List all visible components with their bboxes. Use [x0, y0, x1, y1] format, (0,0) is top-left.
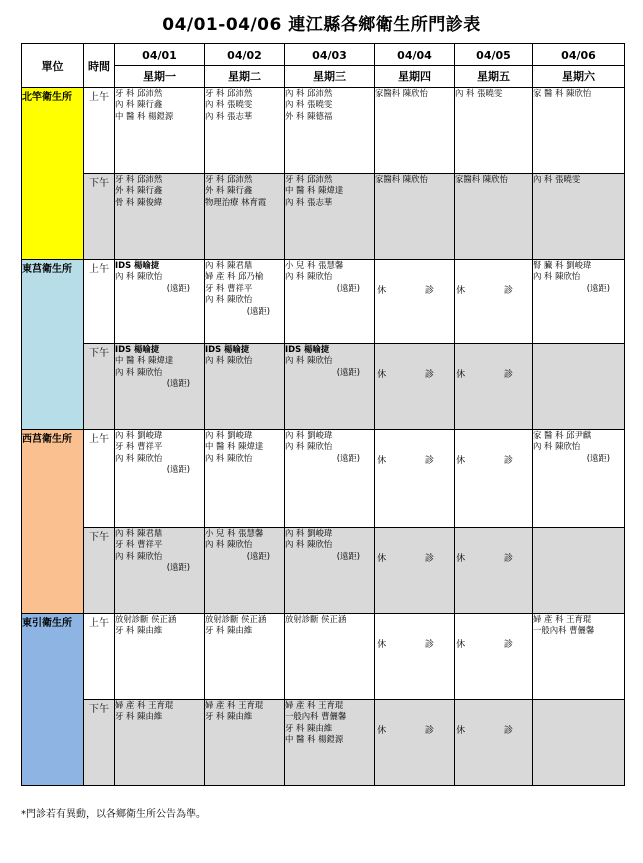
day-date: 04/03 [285, 44, 374, 66]
footnote: *門診若有異動，以各鄉衛生所公告為準。 [21, 809, 206, 820]
doctor-entry: 內 科 陳行鑫 [115, 99, 163, 110]
schedule-cell [455, 174, 533, 260]
doctor-entry: 內 科 陳欣怡 [285, 539, 333, 550]
doctor-entry: 家 醫 科 邱尹麒 [533, 430, 592, 440]
doctor-entry: 家醫科 陳欣怡 [455, 174, 508, 184]
schedule-cell [375, 614, 455, 700]
doctor-entry: 內 科 張曉雯 [285, 99, 333, 110]
doctor-entry: 內 科 陳欣怡 [533, 271, 581, 282]
schedule-cell [533, 700, 625, 786]
doctor-entry: 內 科 陳欣怡 [205, 539, 253, 550]
remote-label: (遠距) [166, 282, 190, 293]
period-label: 下午 [84, 174, 115, 260]
remote-label: (遠距) [246, 305, 270, 316]
day-weekday: 星期一 [143, 70, 176, 83]
doctor-entry: 牙 科 曹祥平 [115, 539, 163, 550]
doctor-entry: 內 科 張曉雯 [205, 99, 253, 110]
doctor-entry: 內 科 張志華 [205, 110, 253, 121]
schedule-cell [455, 260, 533, 344]
schedule-cell [205, 614, 285, 700]
schedule-cell [205, 528, 285, 614]
period-label: 上午 [84, 260, 115, 344]
schedule-cell [375, 700, 455, 786]
schedule-cell [533, 88, 625, 174]
remote-label: (遠距) [336, 366, 360, 377]
doctor-entry: 牙 科 陳由維 [205, 625, 253, 636]
clinic-schedule-table [21, 43, 625, 786]
doctor-entry: 家醫科 陳欣怡 [375, 88, 428, 98]
doctor-entry: 一般內科 曹儷馨 [285, 711, 347, 722]
day-header [115, 44, 205, 88]
doctor-entry: 一般內科 曹儷馨 [533, 625, 595, 636]
doctor-entry: 內 科 劉峻瑋 [285, 528, 333, 538]
period-header: 時間 [84, 44, 115, 88]
doctor-entry: 內 科 陳欣怡 [115, 452, 163, 463]
schedule-cell [285, 614, 375, 700]
doctor-entry: 內 科 陳欣怡 [115, 271, 163, 282]
clinic-pm-row [22, 700, 625, 786]
schedule-cell [115, 344, 205, 430]
schedule-cell [455, 88, 533, 174]
doctor-entry: 內 科 陳欣怡 [115, 366, 163, 377]
doctor-entry: 牙 科 曹祥平 [115, 441, 163, 452]
period-label: 上午 [84, 614, 115, 700]
schedule-cell [375, 430, 455, 528]
schedule-cell [455, 700, 533, 786]
doctor-entry: 婦 產 科 邱乃榆 [205, 271, 264, 282]
clinic-pm-row [22, 344, 625, 430]
doctor-entry: 婦 產 科 王育琨 [205, 700, 264, 710]
day-weekday: 星期二 [228, 70, 261, 83]
closed-label: 休 診 [456, 726, 531, 736]
schedule-cell [285, 528, 375, 614]
schedule-cell [115, 430, 205, 528]
doctor-entry: 內 科 張志華 [285, 196, 333, 207]
clinic-am-row [22, 88, 625, 174]
day-header [205, 44, 285, 88]
schedule-cell [115, 700, 205, 786]
schedule-cell [455, 430, 533, 528]
doctor-entry: 牙 科 陳由維 [115, 625, 163, 636]
doctor-entry: 牙 科 邱沛然 [285, 174, 333, 184]
doctor-entry: 內 科 邱沛然 [285, 88, 333, 98]
schedule-cell [375, 528, 455, 614]
schedule-cell [375, 88, 455, 174]
doctor-entry: 中 醫 科 陳煒達 [115, 355, 174, 366]
doctor-entry: 物理治療 林育霞 [205, 196, 267, 207]
doctor-entry: 內 科 劉峻瑋 [285, 430, 333, 440]
doctor-entry: 中 醫 科 楊鎧源 [285, 734, 344, 745]
doctor-entry: 內 科 陳欣怡 [285, 271, 333, 282]
unit-header: 單位 [22, 44, 84, 88]
schedule-cell [285, 260, 375, 344]
remote-label: (遠距) [336, 452, 360, 463]
schedule-cell [533, 430, 625, 528]
closed-label: 休 診 [377, 370, 452, 380]
day-weekday: 星期六 [562, 70, 595, 83]
day-weekday: 星期五 [477, 70, 510, 83]
schedule-cell [285, 174, 375, 260]
remote-label: (遠距) [166, 378, 190, 389]
period-label: 下午 [84, 344, 115, 430]
schedule-cell [455, 614, 533, 700]
header-row [22, 44, 625, 88]
schedule-cell [285, 88, 375, 174]
doctor-entry: 牙 科 陳由維 [205, 711, 253, 722]
clinic-name: 北竿衛生所 [22, 88, 84, 260]
doctor-entry: 小 兒 科 張慧馨 [205, 528, 264, 538]
schedule-cell [115, 614, 205, 700]
schedule-cell [115, 528, 205, 614]
period-label: 下午 [84, 700, 115, 786]
day-weekday: 星期四 [398, 70, 431, 83]
clinic-pm-row [22, 174, 625, 260]
closed-label: 休 診 [377, 640, 452, 650]
closed-label: 休 診 [456, 640, 531, 650]
day-header [375, 44, 455, 88]
doctor-entry: 婦 產 科 王育琨 [115, 700, 174, 710]
day-date: 04/02 [205, 44, 284, 66]
doctor-entry: 內 科 劉峻瑋 [205, 430, 253, 440]
remote-label: (遠距) [586, 282, 610, 293]
remote-label: (遠距) [336, 282, 360, 293]
clinic-name: 東莒衛生所 [22, 260, 84, 430]
schedule-cell [115, 88, 205, 174]
remote-label: (遠距) [586, 452, 610, 463]
doctor-entry: 家醫科 陳欣怡 [375, 174, 428, 184]
doctor-entry: 放射診斷 侯正涵 [285, 614, 347, 624]
doctor-entry: IDS 楊喻捷 [205, 344, 250, 354]
schedule-cell [533, 344, 625, 430]
doctor-entry: 內 科 陳欣怡 [285, 355, 333, 366]
doctor-entry: 內 科 陳欣怡 [115, 550, 163, 561]
schedule-cell [533, 174, 625, 260]
schedule-cell [375, 260, 455, 344]
clinic-am-row [22, 430, 625, 528]
doctor-entry: 牙 科 陳由維 [285, 722, 333, 733]
doctor-entry: 放射診斷 侯正涵 [205, 614, 267, 624]
clinic-pm-row [22, 528, 625, 614]
doctor-entry: 牙 科 曹祥平 [205, 282, 253, 293]
doctor-entry: 內 科 張曉雯 [533, 174, 581, 184]
closed-label: 休 診 [377, 456, 452, 466]
doctor-entry: 外 科 陳德福 [285, 110, 333, 121]
day-header [285, 44, 375, 88]
period-label: 下午 [84, 528, 115, 614]
day-date: 04/06 [533, 44, 624, 66]
closed-label: 休 診 [377, 286, 452, 296]
doctor-entry: 婦 產 科 王育琨 [533, 614, 592, 624]
schedule-cell [455, 528, 533, 614]
closed-label: 休 診 [377, 554, 452, 564]
schedule-cell [455, 344, 533, 430]
day-header [533, 44, 625, 88]
remote-label: (遠距) [166, 464, 190, 475]
doctor-entry: 家 醫 科 陳欣怡 [533, 88, 592, 98]
doctor-entry: IDS 楊喻捷 [115, 344, 160, 354]
doctor-entry: 內 科 陳欣怡 [205, 294, 253, 305]
schedule-cell [205, 260, 285, 344]
doctor-entry: 小 兒 科 張慧馨 [285, 260, 344, 270]
doctor-entry: 腎 臟 科 劉峻瑋 [533, 260, 592, 270]
doctor-entry: 牙 科 邱沛然 [115, 174, 163, 184]
doctor-entry: 內 科 劉峻瑋 [115, 430, 163, 440]
doctor-entry: 牙 科 邱沛然 [205, 174, 253, 184]
closed-label: 休 診 [456, 370, 531, 380]
doctor-entry: 內 科 陳君鼎 [205, 260, 253, 270]
doctor-entry: 婦 產 科 王育琨 [285, 700, 344, 710]
clinic-am-row [22, 260, 625, 344]
schedule-cell [285, 344, 375, 430]
schedule-cell [115, 174, 205, 260]
schedule-cell [375, 344, 455, 430]
doctor-entry: 外 科 陳行鑫 [115, 185, 163, 196]
closed-label: 休 診 [456, 456, 531, 466]
clinic-name: 西莒衛生所 [22, 430, 84, 614]
period-label: 上午 [84, 88, 115, 174]
doctor-entry: 骨 科 陳俊緯 [115, 196, 163, 207]
doctor-entry: 內 科 陳欣怡 [285, 441, 333, 452]
schedule-cell [285, 430, 375, 528]
doctor-entry: IDS 楊喻捷 [115, 260, 160, 270]
doctor-entry: 內 科 陳欣怡 [205, 355, 253, 366]
schedule-cell [285, 700, 375, 786]
day-weekday: 星期三 [313, 70, 346, 83]
doctor-entry: 內 科 陳欣怡 [205, 452, 253, 463]
remote-label: (遠距) [166, 562, 190, 573]
page-title: 04/01-04/06 連江縣各鄉衛生所門診表 [162, 15, 481, 35]
doctor-entry: 放射診斷 侯正涵 [115, 614, 177, 624]
doctor-entry: 中 醫 科 陳煒達 [205, 441, 264, 452]
schedule-cell [205, 344, 285, 430]
doctor-entry: 內 科 陳君鼎 [115, 528, 163, 538]
day-date: 04/05 [455, 44, 532, 66]
day-date: 04/04 [375, 44, 454, 66]
closed-label: 休 診 [377, 726, 452, 736]
period-label: 上午 [84, 430, 115, 528]
schedule-cell [533, 614, 625, 700]
remote-label: (遠距) [336, 550, 360, 561]
doctor-entry: 內 科 陳欣怡 [533, 441, 581, 452]
schedule-cell [375, 174, 455, 260]
day-header [455, 44, 533, 88]
doctor-entry: 內 科 張曉雯 [455, 88, 503, 98]
day-date: 04/01 [115, 44, 204, 66]
schedule-cell [205, 430, 285, 528]
doctor-entry: 外 科 陳行鑫 [205, 185, 253, 196]
schedule-cell [205, 174, 285, 260]
closed-label: 休 診 [456, 286, 531, 296]
doctor-entry: IDS 楊喻捷 [285, 344, 330, 354]
doctor-entry: 中 醫 科 楊鎧源 [115, 110, 174, 121]
doctor-entry: 中 醫 科 陳煒達 [285, 185, 344, 196]
schedule-cell [533, 260, 625, 344]
clinic-am-row [22, 614, 625, 700]
clinic-name: 東引衛生所 [22, 614, 84, 786]
remote-label: (遠距) [246, 550, 270, 561]
doctor-entry: 牙 科 陳由維 [115, 711, 163, 722]
closed-label: 休 診 [456, 554, 531, 564]
schedule-cell [205, 88, 285, 174]
schedule-cell [205, 700, 285, 786]
doctor-entry: 牙 科 邱沛然 [205, 88, 253, 98]
schedule-cell [115, 260, 205, 344]
doctor-entry: 牙 科 邱沛然 [115, 88, 163, 98]
schedule-cell [533, 528, 625, 614]
